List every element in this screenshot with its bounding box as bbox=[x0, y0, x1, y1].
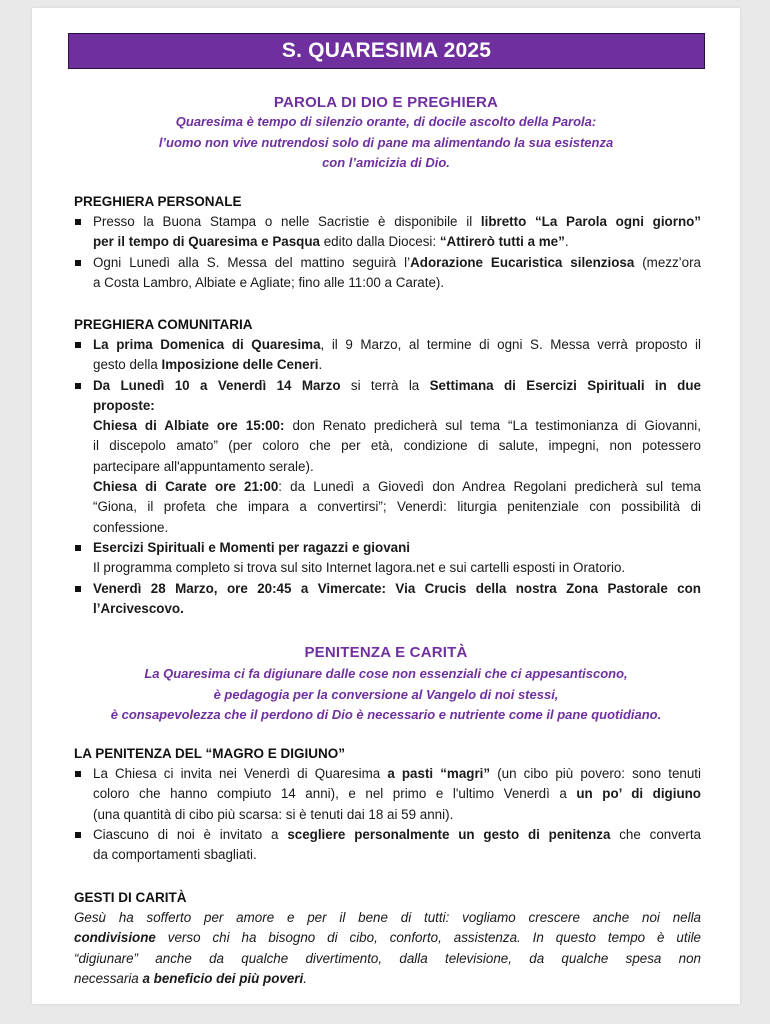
section-lead-penitenza bbox=[32, 664, 740, 726]
text-run-bold: Chiesa di Albiate ore 15:00: bbox=[93, 418, 285, 434]
list-preghiera-comunitaria bbox=[74, 335, 701, 619]
list-item bbox=[74, 212, 701, 253]
text-run: Ciascuno di noi è invitato a bbox=[93, 826, 288, 842]
text-run-bold: Settimana di Esercizi Spirituali in due bbox=[429, 377, 701, 393]
text-run-bold: libretto “La Parola ogni giorno” bbox=[480, 214, 701, 229]
text-line: a Costa Lambro, Albiate e Agliate; fino alle 11:00 a Carate). bbox=[93, 274, 445, 290]
text-run-bold: Esercizi Spirituali e Momenti per ragazzi e giovani bbox=[93, 539, 411, 555]
text-run: che converta bbox=[610, 826, 701, 842]
text-run-bold: La prima Domenica di Quaresima bbox=[93, 337, 321, 352]
text-line: (una quantità di cibo più scarsa: si è tenuti dai 18 ai 59 anni). bbox=[93, 806, 454, 822]
text-line: “digiunare” anche da qualche divertimento, dalla televisione, da qualche spesa non bbox=[74, 950, 701, 966]
lead-line: è consapevolezza che il perdono di Dio è necessario e nutriente come il pane quotidiano. bbox=[110, 707, 662, 722]
text-run: , il 9 Marzo, al termine di ogni S. Messa verrà proposto il bbox=[320, 337, 701, 352]
text-run: (mezz’ora bbox=[634, 254, 701, 270]
text-run-bold: Venerdì 28 Marzo, ore 20:45 a Vimercate: Via Crucis della nostra Zona Pastorale con bbox=[93, 580, 701, 596]
text-run-bold: scegliere personalmente un gesto di penitenza bbox=[287, 826, 611, 842]
subheading-carita: GESTI DI CARITÀ bbox=[74, 890, 187, 905]
list-item bbox=[74, 335, 701, 376]
text-run-bold: Da Lunedì 10 a Venerdì 14 Marzo bbox=[93, 377, 341, 393]
list-item bbox=[74, 253, 701, 294]
section-lead-parola bbox=[32, 112, 740, 174]
text-line: da comportamenti sbagliati. bbox=[93, 847, 257, 863]
text-run: (un cibo più povero: sono tenuti bbox=[490, 766, 701, 781]
text-run-bold: proposte: bbox=[93, 397, 155, 413]
list-penitenza bbox=[74, 764, 701, 865]
text-run-bold: Adorazione Eucaristica silenziosa bbox=[410, 254, 635, 270]
text-run-bold: Chiesa di Carate ore 21:00 bbox=[93, 479, 279, 495]
list-item bbox=[74, 579, 701, 620]
text-run: gesto della bbox=[93, 357, 162, 373]
text-run: Presso la Buona Stampa o nelle Sacristie è disponibile il bbox=[93, 214, 481, 229]
text-line: confessione. bbox=[93, 519, 169, 535]
page-title: S. QUARESIMA 2025 bbox=[68, 33, 705, 69]
list-item bbox=[74, 376, 701, 538]
subheading-preghiera-personale: PREGHIERA PERSONALE bbox=[74, 194, 242, 209]
text-run-bold: “Attirerò tutti a me” bbox=[439, 234, 565, 250]
section-heading-parola: PAROLA DI DIO E PREGHIERA bbox=[273, 94, 499, 111]
lead-line: Quaresima è tempo di silenzio orante, di docile ascolto della Parola: bbox=[175, 114, 597, 129]
section-heading-penitenza: PENITENZA E CARITÀ bbox=[304, 644, 468, 661]
document-page bbox=[32, 8, 740, 1004]
text-line: il discepolo amato” (per coloro che per età, condizione di salute, impegni, non potessero bbox=[93, 438, 701, 454]
text-run: Ogni Lunedì alla S. Messa del mattino seguirà l’ bbox=[93, 254, 411, 270]
text-run-bold: per il tempo di Quaresima e Pasqua bbox=[93, 234, 320, 250]
text-run-bold: a beneficio dei più poveri bbox=[142, 970, 304, 986]
text-run: coloro che hanno compiuto 14 anni), e nel primo e l'ultimo Venerdì a bbox=[93, 786, 577, 802]
list-item bbox=[74, 825, 701, 866]
text-run: . bbox=[564, 234, 569, 250]
text-run: : da Lunedì a Giovedì don Andrea Regolani predicherà sul tema bbox=[278, 479, 701, 495]
text-run-bold: a pasti “magri” bbox=[387, 766, 491, 781]
subheading-preghiera-comunitaria: PREGHIERA COMUNITARIA bbox=[74, 317, 253, 332]
paragraph-carita bbox=[74, 908, 701, 989]
text-run-bold: l’Arcivescovo. bbox=[93, 600, 184, 616]
text-run: . bbox=[303, 970, 307, 986]
text-run-bold: condivisione bbox=[74, 930, 156, 946]
text-run: necessaria bbox=[74, 970, 143, 986]
lead-line: l’uomo non vive nutrendosi solo di pane ma alimentando la sua esistenza bbox=[158, 134, 614, 150]
list-preghiera-personale bbox=[74, 212, 701, 293]
text-run: . bbox=[318, 357, 323, 373]
text-line: Gesù ha sofferto per amore e per il bene di tutti: vogliamo crescere anche noi nella bbox=[74, 910, 701, 925]
text-run: edito dalla Diocesi: bbox=[319, 234, 440, 250]
lead-line: è pedagogia per la conversione al Vangelo di noi stessi, bbox=[213, 686, 559, 702]
text-run: si terrà la bbox=[340, 377, 430, 393]
text-run: verso chi ha bisogno di cibo, conforto, assistenza. In questo tempo è utile bbox=[155, 930, 701, 946]
lead-line: La Quaresima ci fa digiunare dalle cose non essenziali che ci appesantiscono, bbox=[144, 666, 628, 681]
lead-line: con l’amicizia di Dio. bbox=[322, 155, 450, 170]
list-item bbox=[74, 764, 701, 825]
text-line: partecipare all'appuntamento serale). bbox=[93, 458, 314, 474]
text-run: La Chiesa ci invita nei Venerdì di Quaresima bbox=[93, 766, 388, 781]
subheading-penitenza: LA PENITENZA DEL “MAGRO E DIGIUNO” bbox=[74, 746, 346, 761]
list-item bbox=[74, 538, 701, 579]
text-line: Il programma completo si trova sul sito Internet lagora.net e sui cartelli esposti in Oratorio. bbox=[93, 560, 626, 576]
text-run: don Renato predicherà sul tema “La testimonianza di Giovanni, bbox=[284, 418, 701, 434]
text-run-bold: un po’ di digiuno bbox=[576, 786, 701, 802]
text-run-bold: Imposizione delle Ceneri bbox=[161, 357, 319, 373]
text-line: “Giona, il profeta che impara a convertirsi”; Venerdì: liturgia penitenziale con possibilità di bbox=[93, 499, 701, 515]
